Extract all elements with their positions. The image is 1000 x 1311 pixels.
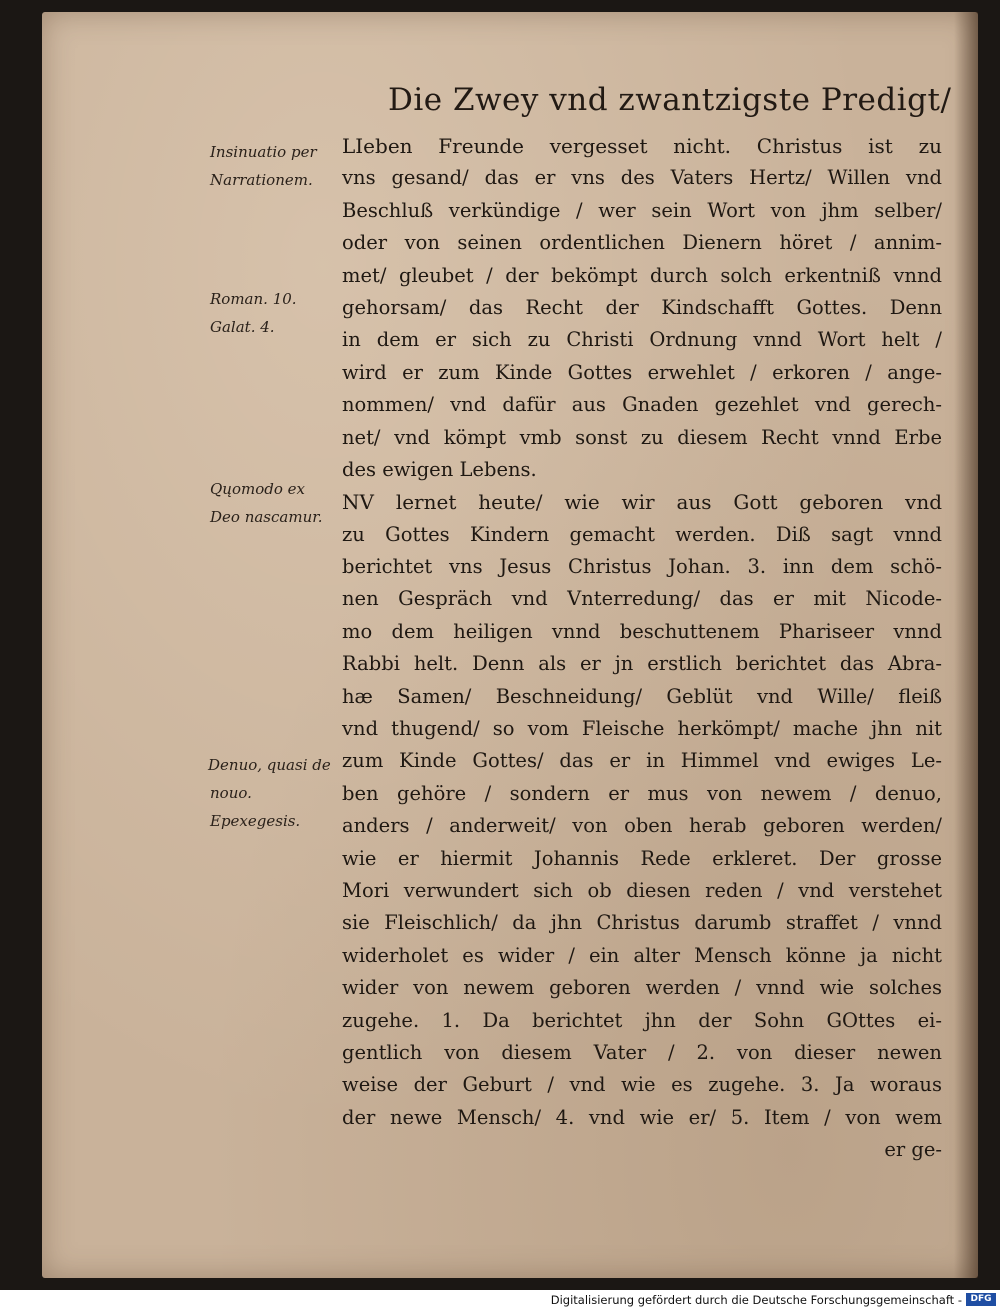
text-line: wider von newem geboren werden / vnnd wie solches <box>342 976 942 1000</box>
margin-note: Roman. 10. <box>210 290 297 308</box>
text-line: mo dem heiligen vnnd beschuttenem Phariseer vnnd <box>342 619 942 643</box>
text-line: gehorsam/ das Recht der Kindschafft Gottes. Denn <box>342 295 942 319</box>
text-line: in dem er sich zu Christi Ordnung vnnd Wort helt / <box>342 328 942 352</box>
text-line: zum Kinde Gottes/ das er in Himmel vnd ewiges Le- <box>342 749 942 773</box>
text-line: ben gehöre / sondern er mus von newem / denuo, <box>342 781 942 805</box>
margin-note: Insinuatio per <box>210 143 317 161</box>
margin-note: Narrationem. <box>210 171 313 189</box>
text-line: Mori verwundert sich ob diesen reden / vnd verstehet <box>342 878 942 902</box>
text-line: widerholet es wider / ein alter Mensch könne ja nicht <box>342 943 942 967</box>
margin-note: Deo nascamur. <box>210 508 323 526</box>
margin-note: Qųomodo ex <box>210 480 305 498</box>
text-line: weise der Geburt / vnd wie es zugehe. 3. Ja woraus <box>342 1073 942 1097</box>
text-line: gentlich von diesem Vater / 2. von dieser newen <box>342 1040 942 1064</box>
margin-note: Epexegesis. <box>210 812 301 830</box>
text-line: berichtet vns Jesus Christus Johan. 3. inn dem schö- <box>342 555 942 579</box>
text-line: vnd thugend/ so vom Fleische herkömpt/ mache jhn nit <box>342 717 942 741</box>
dfg-logo: DFG <box>966 1293 996 1306</box>
text-line: hæ Samen/ Beschneidung/ Geblüt vnd Wille/ fleiß <box>342 684 942 708</box>
page-header: Die Zwey vnd zwantzigste Predigt/ <box>388 82 952 118</box>
text-line: wird er zum Kinde Gottes erwehlet / erkoren / ange- <box>342 360 942 384</box>
page-gutter-shadow <box>954 12 978 1278</box>
text-line: nen Gespräch vnd Vnterredung/ das er mit Nicode- <box>342 587 942 611</box>
text-line: LIeben Freunde vergesset nicht. Christus ist zu <box>342 134 942 158</box>
margin-note: Galat. 4. <box>210 318 275 336</box>
digitization-footer <box>0 1290 1000 1311</box>
text-line: met/ gleubet / der bekömpt durch solch erkentniß vnnd <box>342 263 942 287</box>
text-line: des ewigen Lebens. <box>342 457 537 481</box>
text-line: oder von seinen ordentlichen Dienern höret / annim- <box>342 231 942 255</box>
text-line: vns gesand/ das er vns des Vaters Hertz/ Willen vnd <box>342 166 942 190</box>
text-line: NV lernet heute/ wie wir aus Gott geboren vnd <box>342 490 942 515</box>
catchword: er ge- <box>884 1138 942 1162</box>
text-line: der newe Mensch/ 4. vnd wie er/ 5. Item / von wem <box>342 1105 942 1129</box>
margin-note: Denuo, quasi de <box>208 756 331 774</box>
text-line: nommen/ vnd dafür aus Gnaden gezehlet vnd gerech- <box>342 393 942 417</box>
text-line: wie er hiermit Johannis Rede erkleret. Der grosse <box>342 846 942 870</box>
text-line: anders / anderweit/ von oben herab geboren werden/ <box>342 814 942 838</box>
text-line: Rabbi helt. Denn als er jn erstlich berichtet das Abra- <box>342 652 942 676</box>
main-text-block <box>342 130 942 1167</box>
funding-credit: Digitalisierung gefördert durch die Deutsche Forschungsgemeinschaft - <box>550 1293 962 1307</box>
margin-note: nouo. <box>210 784 252 802</box>
text-line: zu Gottes Kindern gemacht werden. Diß sagt vnnd <box>342 522 942 546</box>
text-line: sie Fleischlich/ da jhn Christus darumb straffet / vnnd <box>342 911 942 935</box>
text-line: Beschluß verkündige / wer sein Wort von jhm selber/ <box>342 198 942 222</box>
text-line: zugehe. 1. Da berichtet jhn der Sohn GOttes ei- <box>342 1008 942 1032</box>
text-line: net/ vnd kömpt vmb sonst zu diesem Recht vnnd Erbe <box>342 425 942 449</box>
